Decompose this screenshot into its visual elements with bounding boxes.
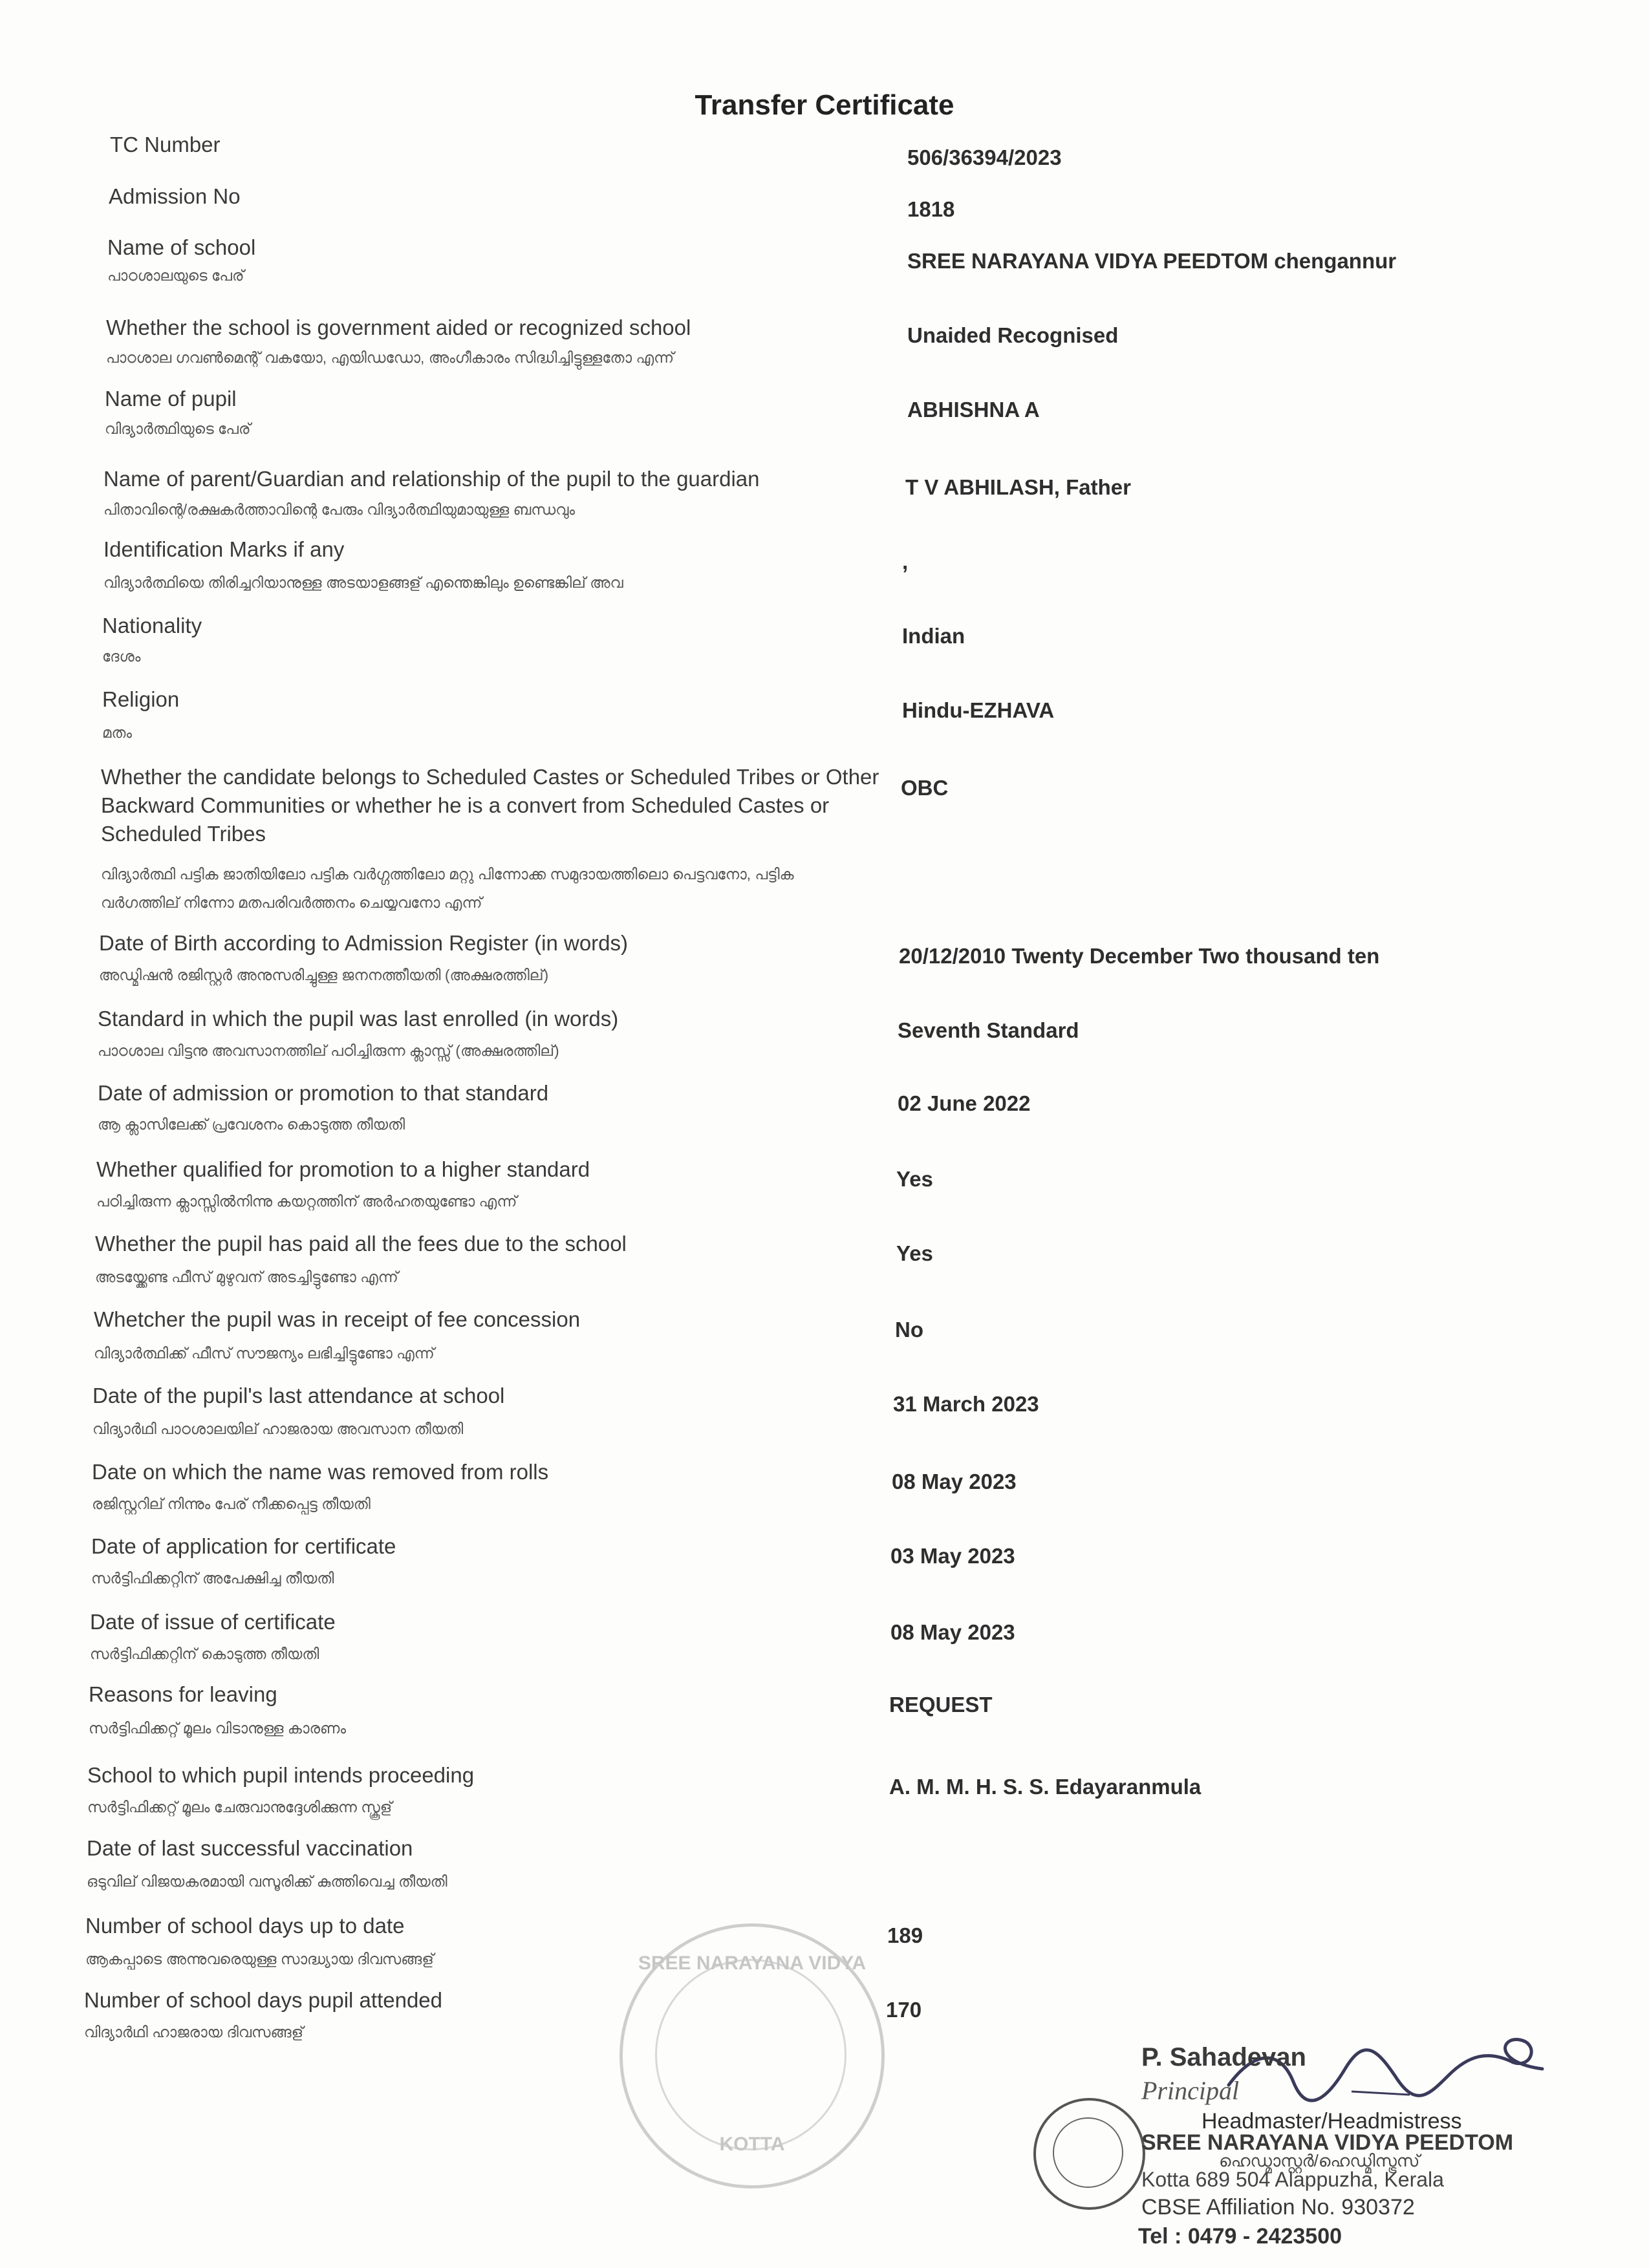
field-label: Standard in which the pupil was last enrolled (in words)	[98, 1007, 619, 1031]
seal-text-top: SREE NARAYANA VIDYA	[638, 1952, 867, 1974]
field-value: Yes	[896, 1241, 933, 1265]
field-value: No	[895, 1318, 923, 1342]
field-value: Unaided Recognised	[907, 323, 1119, 347]
seal-address: Kotta 689 504 Alappuzha, Kerala	[1141, 2168, 1444, 2191]
emblem-inner-ring	[1053, 2117, 1123, 2188]
field-value: OBC	[901, 776, 949, 800]
field-value: 08 May 2023	[890, 1620, 1015, 1644]
field-label: Number of school days up to date	[85, 1914, 405, 1938]
field-label-malayalam: സർട്ടിഫിക്കറ്റ് മൂലം വിടാനുള്ള കാരണം	[89, 1720, 347, 1737]
field-label: Religion	[102, 687, 180, 711]
field-label: TC Number	[110, 133, 221, 156]
field-label-malayalam: ആ ക്ലാസിലേക്ക് പ്രവേശനം കൊടുത്ത തീയതി	[98, 1116, 405, 1133]
field-label-malayalam: വിദ്യാർത്ഥിയുടെ പേര്	[105, 420, 251, 437]
field-value: 31 March 2023	[893, 1392, 1039, 1416]
field-label: Name of parent/Guardian and relationship of the pupil to the guardian	[103, 467, 760, 491]
principal-name: P. Sahadevan	[1141, 2043, 1306, 2071]
field-label: Name of pupil	[105, 387, 237, 411]
field-label: Admission No	[109, 184, 241, 208]
principal-signature	[1216, 2024, 1552, 2121]
field-label-malayalam: പഠിച്ചിരുന്ന ക്ലാസ്സിൽനിന്നു കയറ്റത്തിന് അർഹതയുണ്ടോ എന്ന്	[96, 1193, 517, 1210]
field-label-malayalam: വിദ്യാർത്ഥിയെ തിരിച്ചറിയാനുള്ള അടയാളങ്ങള് എന്തെങ്കിലും ഉണ്ടെങ്കില് അവ	[103, 574, 623, 591]
field-label-malayalam: വിദ്യാർത്ഥിക്ക് ഫീസ് സൗജന്യം ലഭിച്ചിട്ടുണ്ടോ എന്ന്	[94, 1345, 435, 1362]
field-value: 03 May 2023	[890, 1544, 1015, 1568]
field-value: Indian	[902, 624, 965, 648]
field-label: Identification Marks if any	[103, 537, 345, 561]
field-label: Nationality	[102, 614, 202, 637]
seal-text-bottom: KOTTA	[719, 2134, 785, 2155]
field-label: Date of issue of certificate	[90, 1610, 336, 1634]
field-label: Date of last successful vaccination	[87, 1836, 413, 1860]
field-value: REQUEST	[889, 1693, 993, 1717]
field-value: 20/12/2010 Twenty December Two thousand ten	[899, 944, 1380, 968]
field-value: 08 May 2023	[892, 1470, 1017, 1493]
field-label: Name of school	[107, 235, 256, 259]
field-value: ,	[902, 550, 909, 573]
field-label-malayalam: സർട്ടിഫിക്കറ്റിന് കൊടുത്ത തീയതി	[90, 1645, 319, 1662]
field-value: SREE NARAYANA VIDYA PEEDTOM chengannur	[907, 249, 1397, 273]
field-label: Reasons for leaving	[89, 1682, 277, 1706]
field-value: Yes	[896, 1167, 933, 1191]
field-value: Hindu-EZHAVA	[902, 698, 1055, 722]
field-label-malayalam: പാഠശാലയുടെ പേര്	[107, 267, 244, 284]
field-label-malayalam: ആകപ്പാടെ അന്നുവരെയുള്ള സാദ്ധ്യായ ദിവസങ്ങള്	[85, 1951, 434, 1967]
field-value: ABHISHNA A	[907, 398, 1040, 422]
field-label-malayalam: വിദ്യാർത്ഥി പട്ടിക ജാതിയിലോ പട്ടിക വർഗ്ഗത്തിലോ മറ്റു പിന്നോക്ക സമുദായത്തിലൊ പെട്ടവനോ, പട്ടിക വർഗത്തില് നിന്നോ മതപരിവർത്തനം ചെയ്യവനോ എന്ന്	[101, 866, 794, 911]
field-label-malayalam: മതം	[102, 724, 133, 741]
seal-school-name: SREE NARAYANA VIDYA PEEDTOM	[1141, 2130, 1514, 2155]
field-label-malayalam: വിദ്യാർഥി പാഠശാലയില് ഹാജരായ അവസാന തീയതി	[92, 1420, 464, 1437]
field-label-malayalam: അഡ്മിഷൻ രജിസ്റ്റർ അനുസരിച്ചുള്ള ജനനത്തീയതി (അക്ഷരത്തില്)	[99, 967, 549, 983]
field-label-malayalam: സർട്ടിഫിക്കറ്റിന് അപേക്ഷിച്ച തീയതി	[91, 1570, 334, 1587]
field-value: 170	[886, 1998, 922, 2022]
field-label: Whether the candidate belongs to Scheduled Castes or Scheduled Tribes or Other Backward Communities or whether he is a convert from Scheduled Castes or Scheduled Tribes	[101, 765, 879, 846]
headmaster-role: Headmaster/Headmistress	[1202, 2109, 1462, 2134]
field-label: Number of school days pupil attended	[84, 1988, 443, 2012]
school-round-seal	[620, 1923, 885, 2188]
field-label: Date on which the name was removed from rolls	[92, 1460, 549, 1484]
field-label-malayalam: രജിസ്റ്ററില് നിന്നും പേര് നീക്കപ്പെട്ട തീയതി	[92, 1495, 371, 1512]
field-label: Date of Birth according to Admission Register (in words)	[99, 931, 629, 955]
field-label-malayalam: ദേശം	[102, 648, 141, 665]
field-label: Whetcher the pupil was in receipt of fee concession	[94, 1307, 581, 1331]
field-value: Seventh Standard	[898, 1018, 1079, 1042]
field-label-malayalam: പിതാവിന്റെ/രക്ഷകർത്താവിന്റെ പേരും വിദ്യാർത്ഥിയുമായുള്ള ബന്ധവും	[103, 501, 576, 518]
field-label: Whether the school is government aided or recognized school	[106, 316, 691, 339]
principal-designation: Principal	[1141, 2076, 1240, 2105]
field-label-malayalam: സർട്ടിഫിക്കറ്റ് മൂലം ചേരുവാനുദ്ദേശിക്കുന്ന സ്കൂള്	[87, 1799, 393, 1815]
field-value: 02 June 2022	[898, 1091, 1031, 1115]
field-label: Whether the pupil has paid all the fees due to the school	[95, 1232, 627, 1256]
field-value: 506/36394/2023	[907, 145, 1062, 169]
field-label-malayalam: ഒടുവില് വിജയകരമായി വസൂരിക്ക് കുത്തിവെച്ച തീയതി	[87, 1873, 447, 1890]
field-label-malayalam: പാഠശാല ഗവൺമെന്റ് വകയോ, എയിഡഡോ, അംഗീകാരം സിദ്ധിച്ചിട്ടുള്ളതോ എന്ന്	[106, 349, 674, 366]
seal-telephone: Tel : 0479 - 2423500	[1138, 2224, 1342, 2249]
document-title: Transfer Certificate	[695, 89, 954, 121]
field-label-malayalam: വിദ്യാർഥി ഹാജരായ ദിവസങ്ങള്	[84, 2024, 304, 2040]
field-value: 1818	[907, 197, 955, 221]
field-value: T V ABHILASH, Father	[905, 475, 1131, 499]
field-value: A. M. M. H. S. S. Edayaranmula	[889, 1775, 1202, 1799]
field-label: Whether qualified for promotion to a higher standard	[96, 1157, 590, 1181]
headmaster-role-malayalam: ഹെഡ്മാസ്റ്റർ/ഹെഡ്മിസ്ട്രസ്	[1219, 2151, 1420, 2170]
field-label: Date of the pupil's last attendance at school	[92, 1384, 505, 1407]
seal-inner-ring	[655, 1959, 846, 2150]
field-label-malayalam: അടയ്ക്കേണ്ട ഫീസ് മുഴുവന് അടച്ചിട്ടുണ്ടോ എന്ന്	[95, 1268, 398, 1285]
cbse-affiliation: CBSE Affiliation No. 930372	[1141, 2195, 1415, 2220]
field-value: 189	[887, 1923, 923, 1947]
school-emblem-seal	[1033, 2098, 1145, 2210]
field-label: School to which pupil intends proceeding	[87, 1763, 475, 1787]
field-label-malayalam: പാഠശാല വിട്ടനു അവസാനത്തില് പഠിച്ചിരുന്ന ക്ലാസ്സ് (അക്ഷരത്തില്)	[98, 1042, 559, 1059]
field-label: Date of admission or promotion to that standard	[98, 1081, 549, 1105]
field-label: Date of application for certificate	[91, 1534, 396, 1558]
